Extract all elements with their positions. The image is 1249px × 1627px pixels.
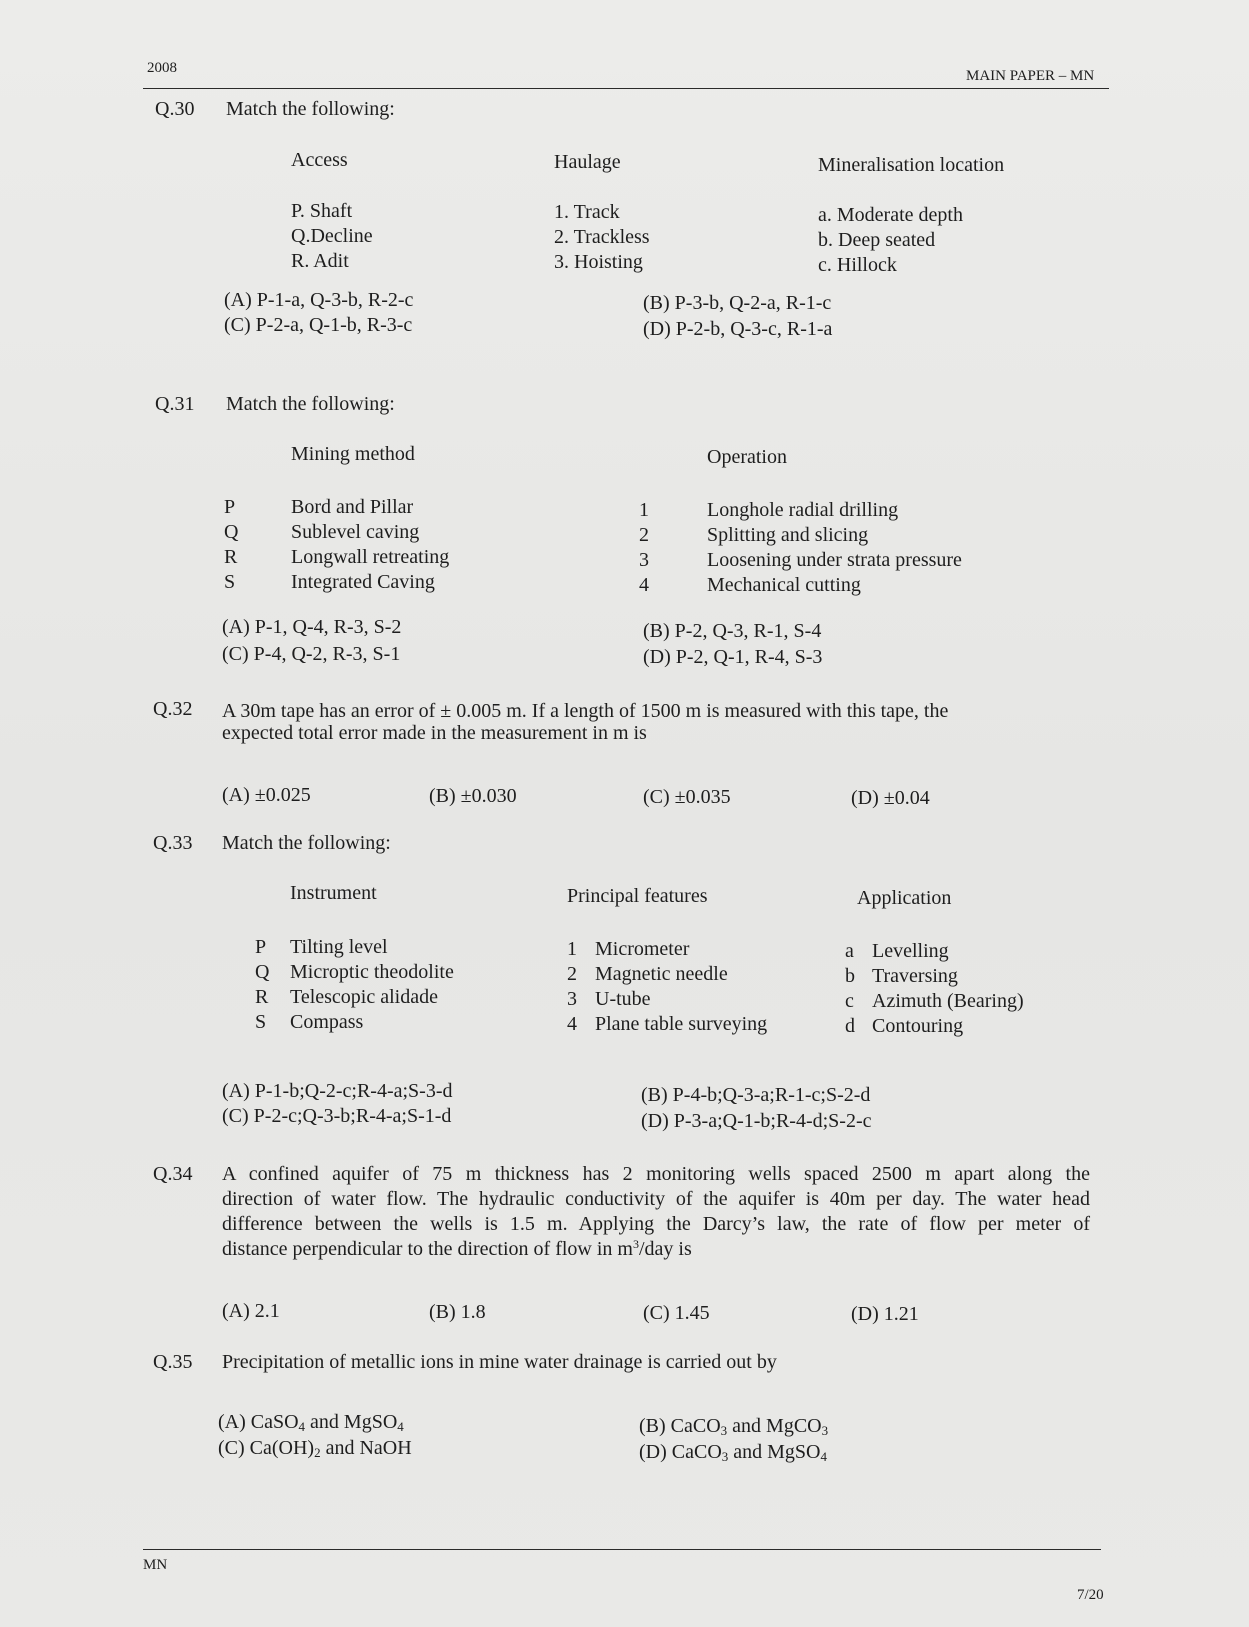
- q35-prompt: Precipitation of metallic ions in mine water drainage is carried out by: [222, 1351, 777, 1373]
- q33-heading-features: Principal features: [567, 885, 708, 907]
- q34-option-a[interactable]: (A) 2.1: [222, 1300, 280, 1322]
- list-item: 3. Hoisting: [554, 251, 643, 273]
- list-item: b. Deep seated: [818, 229, 936, 251]
- list-item: Compass: [290, 1011, 364, 1033]
- list-item: Magnetic needle: [595, 963, 728, 985]
- q31-operations: [707, 498, 962, 598]
- q33-number: Q.33: [153, 832, 193, 854]
- q30-option-b[interactable]: (B) P-3-b, Q-2-a, R-1-c: [643, 292, 832, 314]
- header-rule: [143, 88, 1109, 89]
- q30-col3-heading: Mineralisation location: [818, 154, 1005, 176]
- footer-rule: [143, 1549, 1101, 1550]
- q34-option-c[interactable]: (C) 1.45: [643, 1302, 710, 1324]
- list-item: Plane table surveying: [595, 1013, 768, 1035]
- list-item: Microptic theodolite: [290, 961, 454, 983]
- q34-option-b[interactable]: (B) 1.8: [429, 1301, 486, 1323]
- q34-stem: A confined aquifer of 75 m thickness has 2 monitoring wells spaced 2500 m apart along the direction of water flow. The hydraulic conductivity of the aquifer is 40m per day. The water head difference between the wells is 1.5 m. Applying the Darcy’s law, the rate of flow per meter of distance perpendicular to the direction of flow in $m^3$/day is: [222, 1163, 1090, 1260]
- q31-option-a[interactable]: (A) P-1, Q-4, R-3, S-2: [222, 616, 402, 638]
- q31-letters: P Q R S: [224, 496, 239, 593]
- q35-option-a[interactable]: (A) CaSO$_4$ and MgSO$_4$: [218, 1411, 404, 1434]
- list-item: Azimuth (Bearing): [872, 990, 1024, 1012]
- footer-code: MN: [143, 1557, 168, 1573]
- q32-number: Q.32: [153, 698, 193, 720]
- q33-heading-application: Application: [857, 887, 952, 909]
- q35-number: Q.35: [153, 1351, 193, 1373]
- list-item: Levelling: [872, 940, 949, 962]
- list-item: Sublevel caving: [291, 521, 420, 543]
- list-item: 1. Track: [554, 201, 620, 223]
- q33-option-d[interactable]: (D) P-3-a;Q-1-b;R-4-d;S-2-c: [641, 1110, 872, 1132]
- list-item: Longwall retreating: [291, 546, 450, 568]
- q30-number: Q.30: [155, 98, 195, 120]
- q31-number: Q.31: [155, 393, 195, 415]
- q35-option-c[interactable]: (C) $Ca(OH)_2$ and NaOH: [218, 1437, 412, 1460]
- q33-applications: [872, 939, 1024, 1039]
- list-item: Longhole radial drilling: [707, 499, 899, 521]
- q33-heading-instrument: Instrument: [290, 882, 377, 904]
- q33-option-b[interactable]: (B) P-4-b;Q-3-a;R-1-c;S-2-d: [641, 1084, 871, 1106]
- q30-prompt: Match the following:: [226, 98, 395, 120]
- q33-app-letters: a b c d: [845, 940, 855, 1037]
- q31-option-d[interactable]: (D) P-2, Q-1, R-4, S-3: [643, 646, 823, 668]
- q32-option-d[interactable]: (D) ±0.04: [851, 787, 930, 809]
- list-item: Telescopic alidade: [290, 986, 438, 1008]
- header-paper: MAIN PAPER – MN: [966, 68, 1095, 84]
- footer-page-number: 7/20: [1077, 1587, 1104, 1603]
- q31-numbers: 1 2 3 4: [639, 499, 649, 596]
- q31-heading-method: Mining method: [291, 443, 415, 465]
- q33-prompt: Match the following:: [222, 832, 391, 854]
- q30-col2-list: [554, 200, 650, 275]
- list-item: Contouring: [872, 1015, 964, 1037]
- q30-col3-list: [818, 203, 963, 278]
- q31-option-c[interactable]: (C) P-4, Q-2, R-3, S-1: [222, 643, 401, 665]
- q33-features: [595, 937, 767, 1037]
- q33-instruments: [290, 935, 454, 1035]
- list-item: Mechanical cutting: [707, 574, 861, 596]
- q30-option-d[interactable]: (D) P-2-b, Q-3-c, R-1-a: [643, 318, 833, 340]
- q30-col2-heading: Haulage: [554, 151, 621, 173]
- list-item: Splitting and slicing: [707, 524, 869, 546]
- q33-option-c[interactable]: (C) P-2-c;Q-3-b;R-4-a;S-1-d: [222, 1105, 452, 1127]
- q30-col1-heading: Access: [291, 149, 348, 171]
- q32-line1: A 30m tape has an error of ± 0.005 m. If a length of 1500 m is measured with this tape, the: [222, 700, 949, 722]
- q35-option-b[interactable]: (B) CaCO$_3$ and MgCO$_3$: [639, 1415, 829, 1438]
- q31-prompt: Match the following:: [226, 393, 395, 415]
- q33-letters: P Q R S: [255, 936, 270, 1033]
- q34-option-d[interactable]: (D) 1.21: [851, 1303, 919, 1325]
- q30-col1-list: [291, 199, 373, 274]
- list-item: Tilting level: [290, 936, 388, 958]
- list-item: Bord and Pillar: [291, 496, 414, 518]
- q35-option-d[interactable]: (D) CaCO$_3$ and MgSO$_4$: [639, 1441, 827, 1464]
- list-item: Loosening under strata pressure: [707, 549, 962, 571]
- q31-heading-operation: Operation: [707, 446, 787, 468]
- list-item: a. Moderate depth: [818, 204, 963, 226]
- list-item: 2. Trackless: [554, 226, 650, 248]
- q32-option-a[interactable]: (A) ±0.025: [222, 784, 311, 806]
- list-item: Q.Decline: [291, 225, 373, 247]
- q33-numbers: 1 2 3 4: [567, 938, 577, 1035]
- q31-option-b[interactable]: (B) P-2, Q-3, R-1, S-4: [643, 620, 822, 642]
- list-item: Integrated Caving: [291, 571, 435, 593]
- list-item: c. Hillock: [818, 254, 897, 276]
- list-item: R. Adit: [291, 250, 349, 272]
- list-item: Micrometer: [595, 938, 690, 960]
- q34-number: Q.34: [153, 1163, 193, 1185]
- list-item: U-tube: [595, 988, 651, 1010]
- list-item: Traversing: [872, 965, 958, 987]
- q33-option-a[interactable]: (A) P-1-b;Q-2-c;R-4-a;S-3-d: [222, 1080, 453, 1102]
- header-year: 2008: [147, 60, 177, 76]
- q32-line2: expected total error made in the measurement in m is: [222, 722, 647, 744]
- q32-option-b[interactable]: (B) ±0.030: [429, 785, 517, 807]
- q32-option-c[interactable]: (C) ±0.035: [643, 786, 731, 808]
- q30-option-c[interactable]: (C) P-2-a, Q-1-b, R-3-c: [224, 314, 413, 336]
- list-item: P. Shaft: [291, 200, 353, 222]
- q31-methods: [291, 495, 449, 595]
- q30-option-a[interactable]: (A) P-1-a, Q-3-b, R-2-c: [224, 289, 414, 311]
